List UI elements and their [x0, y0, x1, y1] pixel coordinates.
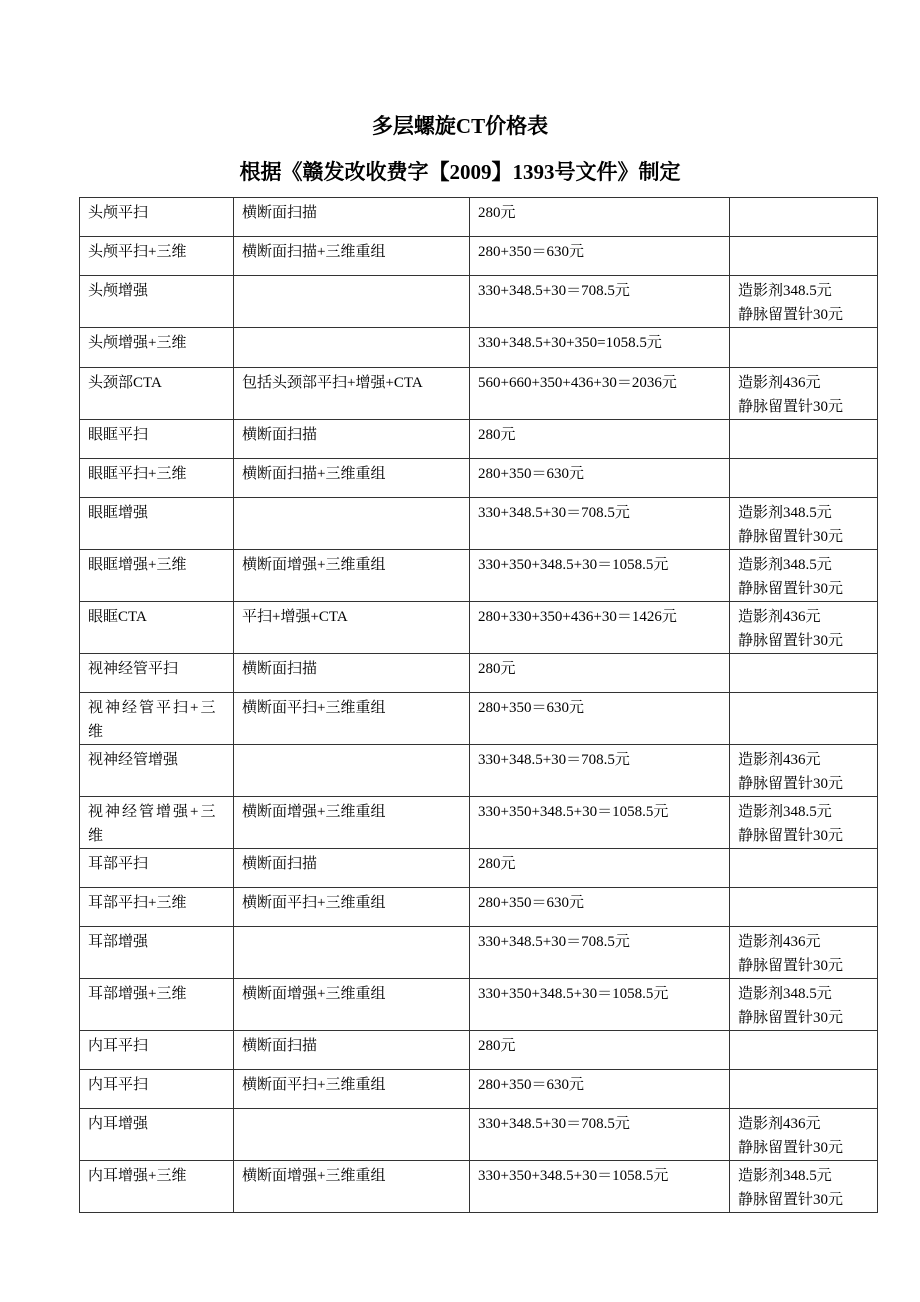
exam-item-cell: 头颈部CTA — [80, 368, 234, 420]
contrast-agent-note: 造影剂348.5元 — [738, 505, 832, 521]
scan-method-cell: 横断面扫描 — [234, 420, 470, 459]
table-row — [80, 237, 878, 276]
price-cell: 560+660+350+436+30＝2036元 — [470, 368, 730, 420]
exam-item-cell: 内耳平扫 — [80, 1070, 234, 1109]
exam-item-cell: 耳部增强 — [80, 927, 234, 979]
price-cell: 330+348.5+30＝708.5元 — [470, 276, 730, 328]
scan-method-cell: 横断面扫描 — [234, 849, 470, 888]
price-cell: 330+348.5+30＝708.5元 — [470, 745, 730, 797]
iv-needle-note: 静脉留置针30元 — [738, 633, 844, 649]
document-title: 多层螺旋CT价格表 — [371, 114, 549, 138]
scan-method-cell — [234, 276, 470, 328]
scan-method-cell — [234, 927, 470, 979]
price-cell: 330+350+348.5+30＝1058.5元 — [470, 550, 730, 602]
scan-method-cell — [234, 328, 470, 368]
exam-item-cell: 视神经管平扫+三维 — [80, 693, 234, 745]
scan-method-cell: 横断面扫描+三维重组 — [234, 459, 470, 498]
note-cell — [730, 979, 878, 1031]
scan-method-cell — [234, 745, 470, 797]
table-row — [80, 888, 878, 927]
contrast-agent-note: 造影剂436元 — [738, 752, 821, 768]
table-row — [80, 498, 878, 550]
scan-method-cell — [234, 498, 470, 550]
note-cell — [730, 602, 878, 654]
price-table — [79, 197, 878, 1213]
price-cell: 280元 — [470, 654, 730, 693]
price-cell: 280+350＝630元 — [470, 1070, 730, 1109]
table-row — [80, 420, 878, 459]
contrast-agent-note: 造影剂436元 — [738, 934, 821, 950]
contrast-agent-note: 造影剂348.5元 — [738, 986, 832, 1002]
scan-method-cell: 横断面扫描+三维重组 — [234, 237, 470, 276]
note-cell — [730, 1109, 878, 1161]
exam-item-cell: 内耳增强 — [80, 1109, 234, 1161]
iv-needle-note: 静脉留置针30元 — [738, 529, 844, 545]
iv-needle-note: 静脉留置针30元 — [738, 1140, 844, 1156]
exam-item-cell: 头颅增强+三维 — [80, 328, 234, 368]
contrast-agent-note: 造影剂436元 — [738, 609, 821, 625]
exam-item-cell: 眼眶增强+三维 — [80, 550, 234, 602]
note-cell — [730, 550, 878, 602]
note-cell — [730, 198, 878, 237]
note-cell — [730, 420, 878, 459]
table-row — [80, 459, 878, 498]
note-cell — [730, 797, 878, 849]
table-row — [80, 797, 878, 849]
iv-needle-note: 静脉留置针30元 — [738, 958, 844, 974]
table-row — [80, 745, 878, 797]
contrast-agent-note: 造影剂348.5元 — [738, 283, 832, 299]
exam-item-cell: 视神经管增强+三维 — [80, 797, 234, 849]
note-cell — [730, 1070, 878, 1109]
price-cell: 280+350＝630元 — [470, 693, 730, 745]
table-row — [80, 927, 878, 979]
exam-item-cell: 耳部平扫 — [80, 849, 234, 888]
note-cell — [730, 888, 878, 927]
price-cell: 280元 — [470, 420, 730, 459]
scan-method-cell: 横断面平扫+三维重组 — [234, 693, 470, 745]
table-row — [80, 368, 878, 420]
note-cell — [730, 745, 878, 797]
table-row — [80, 1070, 878, 1109]
price-cell: 280元 — [470, 1031, 730, 1070]
scan-method-cell: 横断面增强+三维重组 — [234, 550, 470, 602]
note-cell — [730, 498, 878, 550]
exam-item-cell: 视神经管增强 — [80, 745, 234, 797]
price-table-body — [80, 198, 878, 1213]
table-row — [80, 1109, 878, 1161]
exam-item-cell: 眼眶CTA — [80, 602, 234, 654]
contrast-agent-note: 造影剂436元 — [738, 375, 821, 391]
table-row — [80, 849, 878, 888]
iv-needle-note: 静脉留置针30元 — [738, 828, 844, 844]
scan-method-cell: 横断面增强+三维重组 — [234, 979, 470, 1031]
iv-needle-note: 静脉留置针30元 — [738, 1010, 844, 1026]
note-cell — [730, 328, 878, 368]
exam-item-cell: 眼眶平扫 — [80, 420, 234, 459]
note-cell — [730, 459, 878, 498]
note-cell — [730, 368, 878, 420]
scan-method-cell: 横断面增强+三维重组 — [234, 1161, 470, 1213]
scan-method-cell: 横断面平扫+三维重组 — [234, 1070, 470, 1109]
document-subtitle: 根据《赣发改收费字【2009】1393号文件》制定 — [239, 160, 681, 184]
price-cell: 330+350+348.5+30＝1058.5元 — [470, 1161, 730, 1213]
iv-needle-note: 静脉留置针30元 — [738, 581, 844, 597]
contrast-agent-note: 造影剂348.5元 — [738, 804, 832, 820]
scan-method-cell: 包括头颈部平扫+增强+CTA — [234, 368, 470, 420]
scan-method-cell: 横断面平扫+三维重组 — [234, 888, 470, 927]
exam-item-cell: 内耳增强+三维 — [80, 1161, 234, 1213]
table-row — [80, 198, 878, 237]
exam-item-cell: 头颅平扫 — [80, 198, 234, 237]
price-cell: 280+350＝630元 — [470, 888, 730, 927]
table-row — [80, 654, 878, 693]
table-row — [80, 1161, 878, 1213]
contrast-agent-note: 造影剂348.5元 — [738, 557, 832, 573]
price-cell: 280元 — [470, 849, 730, 888]
scan-method-cell: 横断面扫描 — [234, 198, 470, 237]
scan-method-cell: 横断面扫描 — [234, 654, 470, 693]
iv-needle-note: 静脉留置针30元 — [738, 776, 844, 792]
exam-item-cell: 耳部平扫+三维 — [80, 888, 234, 927]
price-cell: 330+348.5+30＝708.5元 — [470, 927, 730, 979]
contrast-agent-note: 造影剂436元 — [738, 1116, 821, 1132]
price-cell: 280+350＝630元 — [470, 237, 730, 276]
table-row — [80, 979, 878, 1031]
table-row — [80, 1031, 878, 1070]
exam-item-cell: 头颅增强 — [80, 276, 234, 328]
scan-method-cell: 横断面扫描 — [234, 1031, 470, 1070]
price-cell: 330+350+348.5+30＝1058.5元 — [470, 797, 730, 849]
price-cell: 280+350＝630元 — [470, 459, 730, 498]
price-cell: 280+330+350+436+30＝1426元 — [470, 602, 730, 654]
exam-item-cell: 视神经管平扫 — [80, 654, 234, 693]
scan-method-cell — [234, 1109, 470, 1161]
exam-item-cell: 头颅平扫+三维 — [80, 237, 234, 276]
note-cell — [730, 276, 878, 328]
exam-item-cell: 内耳平扫 — [80, 1031, 234, 1070]
table-row — [80, 550, 878, 602]
contrast-agent-note: 造影剂348.5元 — [738, 1168, 832, 1184]
price-cell: 330+350+348.5+30＝1058.5元 — [470, 979, 730, 1031]
note-cell — [730, 1161, 878, 1213]
note-cell — [730, 654, 878, 693]
iv-needle-note: 静脉留置针30元 — [738, 1192, 844, 1208]
exam-item-cell: 眼眶增强 — [80, 498, 234, 550]
note-cell — [730, 1031, 878, 1070]
note-cell — [730, 849, 878, 888]
price-cell: 330+348.5+30＝708.5元 — [470, 498, 730, 550]
note-cell — [730, 927, 878, 979]
exam-item-cell: 眼眶平扫+三维 — [80, 459, 234, 498]
price-cell: 330+348.5+30+350=1058.5元 — [470, 328, 730, 368]
scan-method-cell: 横断面增强+三维重组 — [234, 797, 470, 849]
note-cell — [730, 693, 878, 745]
iv-needle-note: 静脉留置针30元 — [738, 307, 844, 323]
exam-item-cell: 耳部增强+三维 — [80, 979, 234, 1031]
table-row — [80, 602, 878, 654]
scan-method-cell: 平扫+增强+CTA — [234, 602, 470, 654]
table-row — [80, 693, 878, 745]
note-cell — [730, 237, 878, 276]
price-cell: 330+348.5+30＝708.5元 — [470, 1109, 730, 1161]
price-cell: 280元 — [470, 198, 730, 237]
table-row — [80, 328, 878, 368]
iv-needle-note: 静脉留置针30元 — [738, 399, 844, 415]
table-row — [80, 276, 878, 328]
